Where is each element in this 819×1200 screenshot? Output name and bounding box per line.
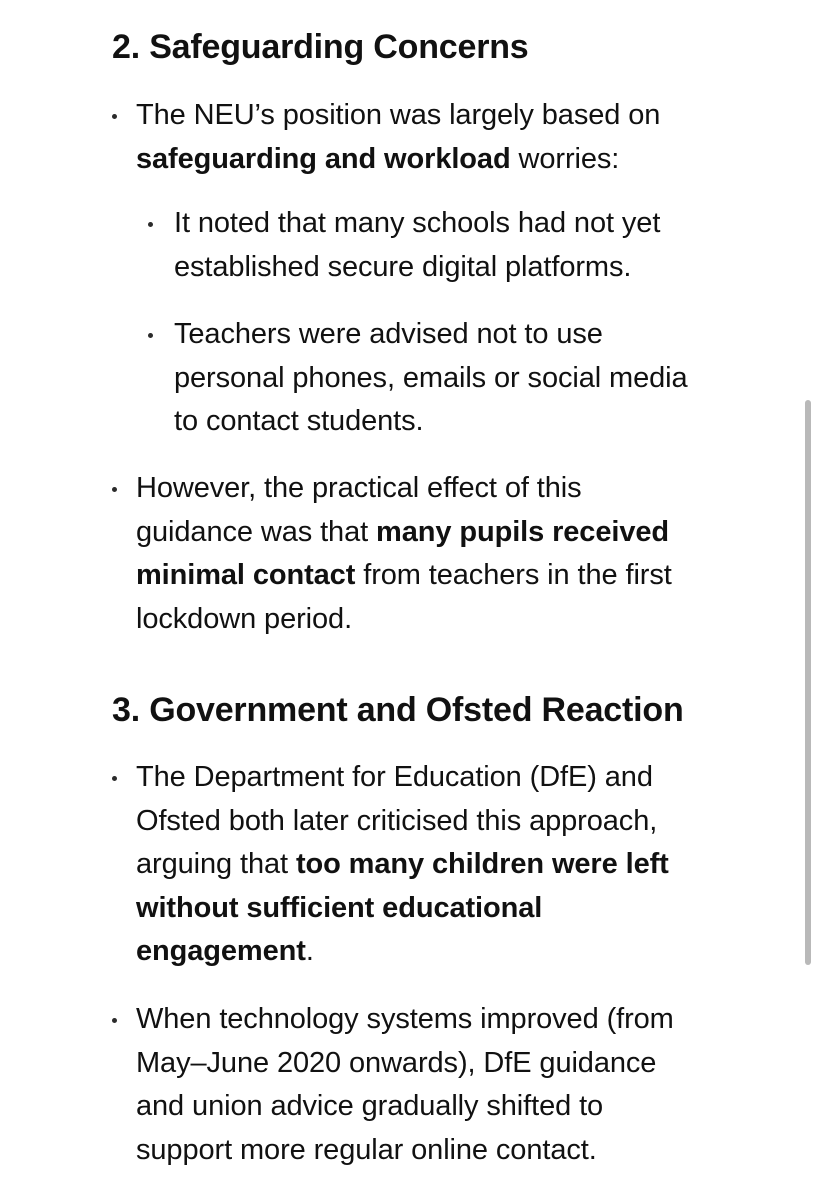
text-span: from teachers in the first (355, 559, 672, 591)
list-item-text (174, 313, 688, 444)
text-line (136, 138, 660, 182)
text-span: guidance was that (136, 515, 377, 548)
bullet-icon (112, 487, 117, 492)
text-line (136, 843, 669, 887)
text-line: Ofsted both later criticised this approach, (136, 804, 658, 837)
section-heading-government-ofsted: 3. Government and Ofsted Reaction (112, 691, 684, 729)
text-line: However, the practical effect of this (136, 472, 582, 504)
list-item-text (136, 756, 669, 974)
list-item-text (136, 998, 674, 1172)
text-line (136, 887, 669, 931)
bold-text: minimal contact (136, 559, 356, 591)
bullet-icon (112, 1018, 117, 1023)
list-item-text (136, 94, 660, 181)
section-heading-safeguarding: 2. Safeguarding Concerns (112, 28, 529, 66)
text-line: established secure digital platforms. (174, 250, 632, 283)
text-line: to contact students. (174, 405, 424, 437)
text-span: arguing that (136, 848, 296, 880)
list-item-text (174, 202, 660, 289)
bullet-icon (112, 114, 117, 119)
text-span: worries: (510, 142, 620, 175)
bold-text: many pupils received (376, 515, 669, 548)
bold-text: without sufficient educational (136, 891, 543, 924)
list-item-text (136, 467, 672, 641)
text-line (136, 554, 672, 598)
bullet-icon (148, 222, 153, 227)
text-line (136, 930, 669, 974)
text-line: It noted that many schools had not yet (174, 207, 661, 239)
text-line: When technology systems improved (from (136, 1003, 674, 1035)
bold-text: too many children were left (295, 848, 669, 880)
text-line: The Department for Education (DfE) and (136, 761, 653, 793)
text-line: personal phones, emails or social media (174, 361, 688, 394)
bullet-icon (148, 333, 153, 338)
text-line: and union advice gradually shifted to (136, 1090, 604, 1122)
text-line: Teachers were advised not to use (174, 318, 603, 350)
scrollbar-thumb[interactable] (805, 400, 811, 965)
text-span: . (305, 935, 314, 967)
text-line: May–June 2020 onwards), DfE guidance (136, 1046, 657, 1079)
bold-text: engagement (136, 935, 306, 967)
bullet-icon (112, 776, 117, 781)
text-line: The NEU’s position was largely based on (136, 99, 661, 131)
text-line: lockdown period. (136, 602, 353, 635)
bold-text: safeguarding and workload (136, 142, 511, 175)
text-line (136, 511, 672, 555)
text-line: support more regular online contact. (136, 1133, 597, 1166)
